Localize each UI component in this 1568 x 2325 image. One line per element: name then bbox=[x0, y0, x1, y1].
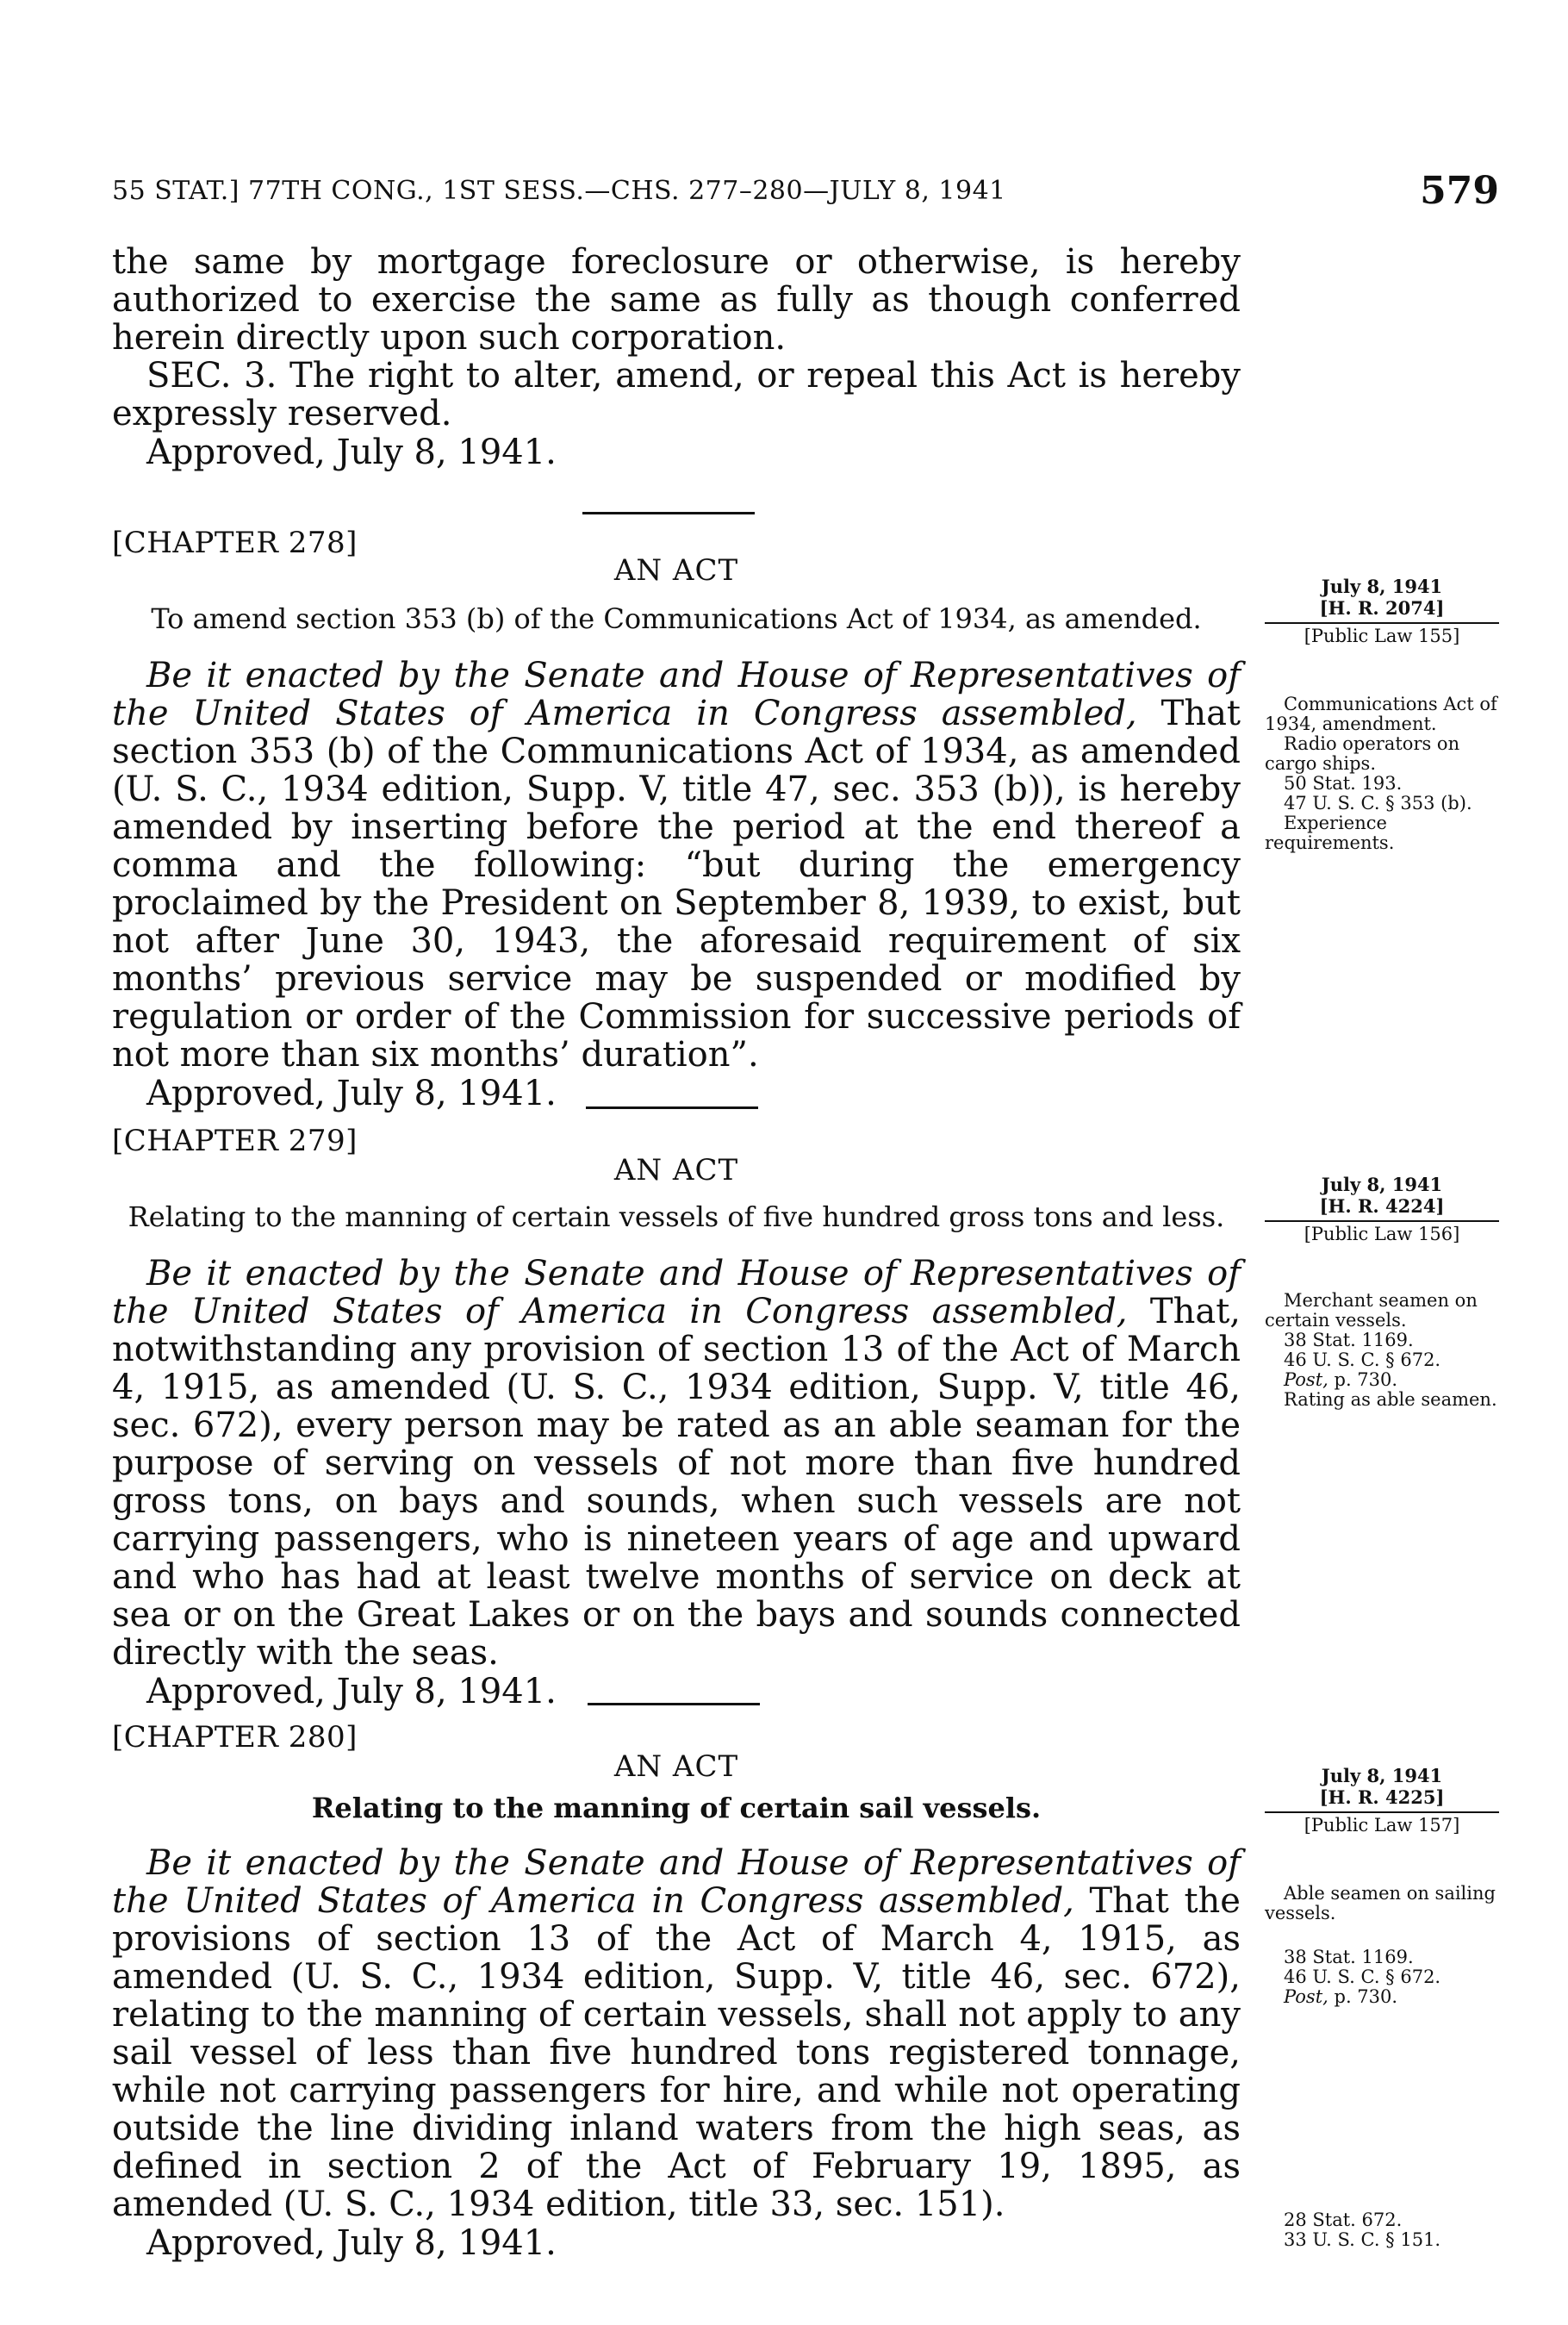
section-divider bbox=[588, 1703, 760, 1705]
ch279-cite-stat: 38 Stat. 1169. bbox=[1284, 1330, 1414, 1350]
ch278-enacting-clause: Be it enacted by the Senate and House of Representatives of the United States of America in Congress assembled, bbox=[112, 656, 1241, 733]
ch279-note-rating: Rating as able seamen. bbox=[1284, 1389, 1497, 1410]
ch280-title: Relating to the manning of certain sail vessels. bbox=[311, 1792, 1042, 1824]
ch278-note-experience: Experience requirements. bbox=[1265, 813, 1395, 853]
page-number: 579 bbox=[1420, 169, 1499, 213]
ch279-text bbox=[112, 1255, 1241, 1711]
ch277-approved: Approved, July 8, 1941. bbox=[146, 433, 557, 472]
ch278-section bbox=[112, 657, 1241, 1074]
ch279-date: July 8, 1941 bbox=[1321, 1174, 1443, 1195]
ch280-side-notes bbox=[1265, 1884, 1499, 2250]
ch280-cite-stat: 38 Stat. 1169. bbox=[1284, 1947, 1414, 1967]
ch280-date: July 8, 1941 bbox=[1321, 1765, 1443, 1786]
ch278-bill: [H. R. 2074] bbox=[1319, 597, 1445, 619]
ch278-title: To amend section 353 (b) of the Communications Act of 1934, as amended. bbox=[151, 602, 1202, 635]
ch278-margin-citation bbox=[1265, 576, 1499, 647]
ch278-note-communications: Communications Act of 1934, amendment. bbox=[1265, 694, 1497, 734]
ch279-cite-usc: 46 U. S. C. § 672. bbox=[1284, 1349, 1441, 1370]
ch278-heading: [CHAPTER 278] bbox=[112, 526, 358, 560]
ch278-side-notes bbox=[1265, 695, 1499, 853]
ch280-bill: [H. R. 4225] bbox=[1319, 1786, 1445, 1808]
ch280-cite-stat-1895: 28 Stat. 672. bbox=[1284, 2210, 1403, 2230]
ch280-note-able-seamen: Able seamen on sailing vessels. bbox=[1265, 1883, 1496, 1923]
ch279-title: Relating to the manning of certain vessels of five hundred gross tons and less. bbox=[128, 1200, 1225, 1233]
ch278-body: That section 353 (b) of the Communications Act of 1934, as amended (U. S. C., 1934 edition, Supp. V, title 47, sec. 353 (b)), is hereby amended by inserting before the period at the end thereof a comma and the following: “but during the emergency proclaimed by the President on September 8, 1939, to exist, but not after June 30, 1943, the aforesaid requirement of six months’ previous service may be suspended or modified by regulation or order of the Commission for successive periods of not more than six months’ duration”. bbox=[112, 694, 1241, 1075]
ch280-public-law: [Public Law 157] bbox=[1265, 1811, 1499, 1836]
ch280-cite-post: Post, p. 730. bbox=[1284, 1986, 1398, 2007]
section-divider bbox=[582, 512, 755, 514]
ch278-date: July 8, 1941 bbox=[1321, 576, 1443, 597]
ch279-side-notes bbox=[1265, 1291, 1499, 1410]
ch279-note-merchant: Merchant seamen on certain vessels. bbox=[1265, 1290, 1478, 1331]
page-header bbox=[112, 169, 1499, 221]
ch280-text bbox=[112, 1844, 1241, 2263]
ch278-public-law: [Public Law 155] bbox=[1265, 622, 1499, 647]
ch279-body: That, notwithstanding any provision of section 13 of the Act of March 4, 1915, as amended (U. S. C., 1934 edition, Supp. V, title 46, sec. 672), every person may be rated as an able seaman for the purpose of serving on vessels of not more than five hundred gross tons, on bays and sounds, when such vessels are not carrying passengers, who is nineteen years of age and upward and who has had at least twelve months of service on deck at sea or on the Great Lakes or on the bays and sounds connected directly with the seas. bbox=[112, 1292, 1241, 1673]
ch278-text bbox=[112, 657, 1241, 1113]
ch277-sec3: SEC. 3. The right to alter, amend, or repeal this Act is hereby expressly reserved. bbox=[112, 356, 1241, 433]
ch280-margin-citation bbox=[1265, 1765, 1499, 1836]
ch279-bill: [H. R. 4224] bbox=[1319, 1195, 1445, 1217]
ch278-cite-stat: 50 Stat. 193. bbox=[1284, 773, 1403, 794]
ch279-enacting-clause: Be it enacted by the Senate and House of Representatives of the United States of America in Congress assembled, bbox=[112, 1254, 1241, 1331]
ch278-note-radio: Radio operators on cargo ships. bbox=[1265, 733, 1460, 774]
ch279-an-act: AN ACT bbox=[613, 1153, 739, 1187]
ch280-enacting-clause: Be it enacted by the Senate and House of Representatives of the United States of America in Congress assembled, bbox=[112, 1843, 1241, 1921]
ch280-an-act: AN ACT bbox=[613, 1749, 739, 1784]
ch278-an-act: AN ACT bbox=[613, 553, 739, 588]
ch278-approved: Approved, July 8, 1941. bbox=[146, 1074, 557, 1113]
ch280-section bbox=[112, 1844, 1241, 2223]
ch277-continuation bbox=[112, 243, 1241, 472]
ch279-public-law: [Public Law 156] bbox=[1265, 1220, 1499, 1245]
ch279-margin-citation bbox=[1265, 1174, 1499, 1245]
ch278-cite-usc: 47 U. S. C. § 353 (b). bbox=[1284, 793, 1472, 813]
ch280-body: That the provisions of section 13 of the Act of March 4, 1915, as amended (U. S. C., 1934 edition, Supp. V, title 46, sec. 672), relating to the manning of certain vessels, shall not apply to any sail vessel of less than five hundred tons registered tonnage, while not carrying passengers for hire, and while not operating outside the line dividing inland waters from the high seas, as defined in section 2 of the Act of February 19, 1895, as amended (U. S. C., 1934 edition, title 33, sec. 151). bbox=[112, 1881, 1241, 2224]
ch280-cite-usc: 46 U. S. C. § 672. bbox=[1284, 1967, 1441, 1987]
section-divider bbox=[586, 1106, 758, 1109]
ch279-heading: [CHAPTER 279] bbox=[112, 1124, 358, 1158]
ch277-paragraph: the same by mortgage foreclosure or otherwise, is hereby authorized to exercise the same as fully as though conferred herein directly upon such corporation. bbox=[112, 242, 1241, 358]
ch279-cite-post: Post, p. 730. bbox=[1284, 1369, 1398, 1390]
running-head: 55 STAT.] 77TH CONG., 1ST SESS.—CHS. 277–280—JULY 8, 1941 bbox=[112, 176, 1006, 206]
ch279-section bbox=[112, 1255, 1241, 1672]
ch280-cite-usc-151: 33 U. S. C. § 151. bbox=[1284, 2229, 1441, 2250]
ch279-approved: Approved, July 8, 1941. bbox=[146, 1672, 557, 1711]
ch280-heading: [CHAPTER 280] bbox=[112, 1720, 358, 1755]
ch280-approved: Approved, July 8, 1941. bbox=[146, 2223, 557, 2263]
